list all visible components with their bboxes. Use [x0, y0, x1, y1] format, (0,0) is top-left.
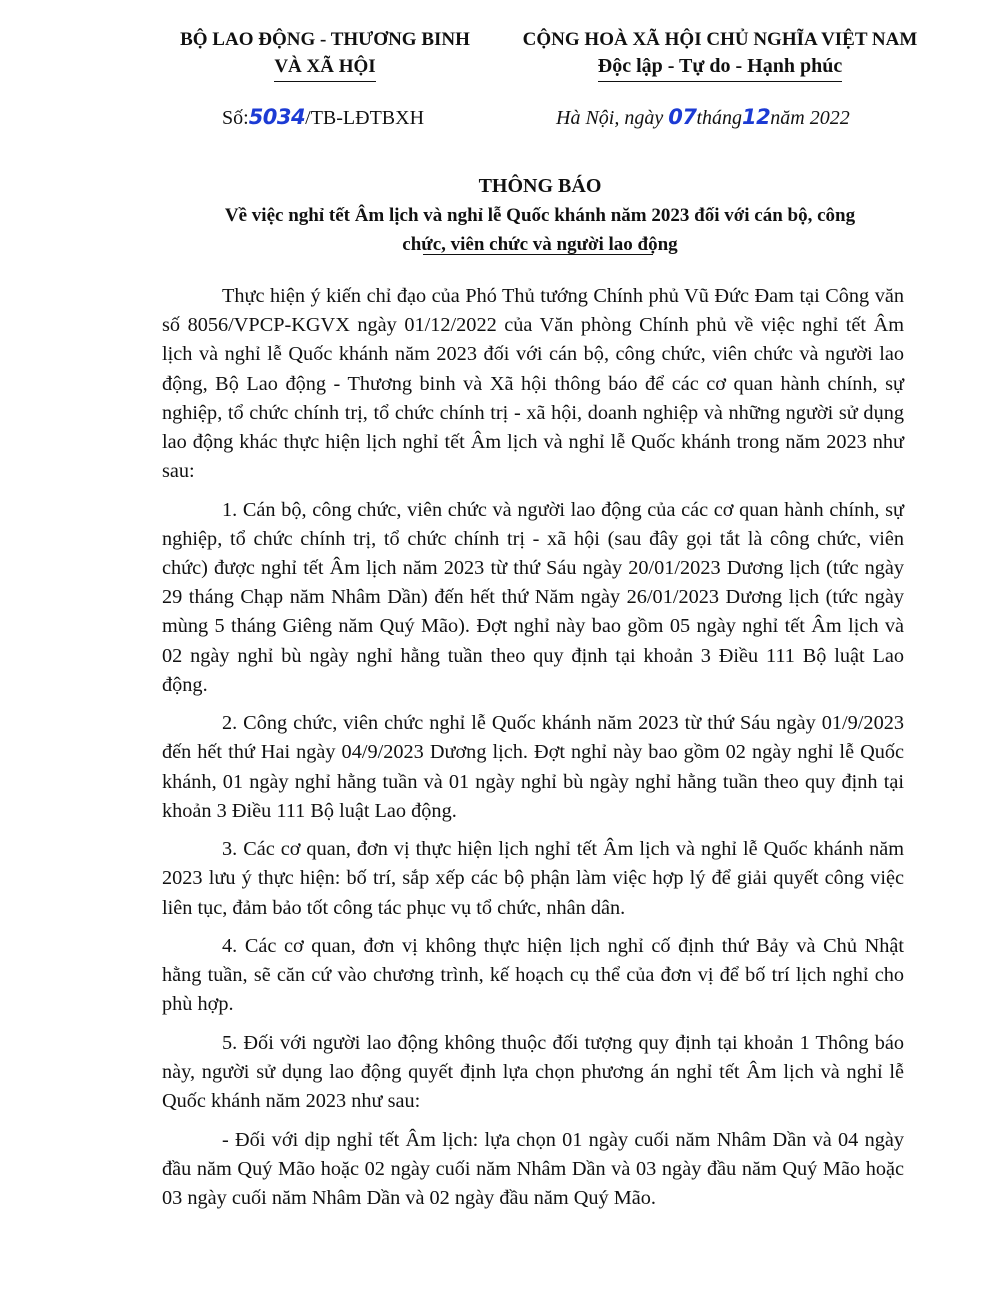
intro-paragraph: Thực hiện ý kiến chỉ đạo của Phó Thủ tướng Chính phủ Vũ Đức Đam tại Công văn số 8056/VPCP-KGVX ngày 01/12/2022 của Văn phòng Chính phủ về việc nghỉ tết Âm lịch và nghỉ lễ Quốc khánh năm 2023 đối với cán bộ, công chức, viên chức và người lao động, Bộ Lao động - Thương binh và Xã hội thông báo để các cơ quan hành chính, sự nghiệp, tổ chức chính trị, tổ chức chính trị - xã hội, doanh nghiệp và những người sử dụng lao động khác thực hiện lịch nghỉ tết Âm lịch và nghỉ lễ Quốc khánh trong năm 2023 như sau:	[162, 285, 904, 483]
date-day-handwritten: 07	[668, 105, 697, 129]
notice-subtitle-line1: Về việc nghỉ tết Âm lịch và nghỉ lễ Quốc khánh năm 2023 đối với cán bộ, công	[224, 205, 856, 226]
notice-title-block	[120, 172, 960, 259]
title-underline	[423, 254, 653, 255]
agency-name-line1: BỘ LAO ĐỘNG - THƯƠNG BINH	[180, 29, 470, 50]
notice-subtitle-line2: chức, viên chức và người lao động	[402, 234, 678, 255]
date-month-label: tháng	[696, 107, 743, 129]
national-header	[495, 26, 945, 82]
item-1-paragraph: 1. Cán bộ, công chức, viên chức và người lao động của các cơ quan hành chính, sự nghiệp, tổ chức chính trị, tổ chức chính trị - xã hội (sau đây gọi tắt là công chức, viên chức) được nghỉ tết Âm lịch năm 2023 từ thứ Sáu ngày 20/01/2023 Dương lịch (tức ngày 29 tháng Chạp năm Nhâm Dần) đến hết thứ Năm ngày 26/01/2023 Dương lịch (tức ngày mùng 5 tháng Giêng năm Quý Mão). Đợt nghỉ này bao gồm 05 ngày nghỉ tết Âm lịch và 02 ngày nghỉ bù ngày nghỉ hằng tuần theo quy định tại khoản 3 Điều 111 Bộ luật Lao động.	[162, 498, 904, 696]
item-5-bullet-1: - Đối với dịp nghỉ tết Âm lịch: lựa chọn 01 ngày cuối năm Nhâm Dần và 04 ngày đầu năm Quý Mão hoặc 02 ngày cuối năm Nhâm Dần và 03 ngày đầu năm Quý Mão hoặc 03 ngày cuối năm Nhâm Dần và 02 ngày đầu năm Quý Mão.	[162, 1128, 904, 1210]
agency-name-line2: VÀ XÃ HỘI	[274, 53, 375, 82]
national-motto: Độc lập - Tự do - Hạnh phúc	[598, 53, 842, 82]
doc-number-suffix: /TB-LĐTBXH	[305, 107, 425, 129]
notice-title: THÔNG BÁO	[478, 175, 602, 197]
item-3-paragraph: 3. Các cơ quan, đơn vị thực hiện lịch nghỉ tết Âm lịch và nghỉ lễ Quốc khánh năm 2023 lưu ý thực hiện: bố trí, sắp xếp các bộ phận làm việc hợp lý để giải quyết công việc liên tục, đảm bảo tốt công tác phục vụ tổ chức, nhân dân.	[162, 838, 904, 919]
item-5-paragraph: 5. Đối với người lao động không thuộc đối tượng quy định tại khoản 1 Thông báo này, người sử dụng lao động quyết định lựa chọn phương án nghỉ tết Âm lịch và nghỉ lễ Quốc khánh năm 2023 như sau:	[162, 1031, 904, 1113]
document-date	[556, 103, 850, 132]
notice-body	[162, 282, 904, 1222]
date-place-prefix: Hà Nội, ngày	[556, 107, 664, 129]
nation-name: CỘNG HOÀ XÃ HỘI CHỦ NGHĨA VIỆT NAM	[522, 29, 918, 50]
document-number	[222, 103, 424, 132]
doc-number-handwritten: 5034	[248, 105, 306, 129]
item-4-paragraph: 4. Các cơ quan, đơn vị không thực hiện lịch nghỉ cố định thứ Bảy và Chủ Nhật hằng tuần, sẽ căn cứ vào chương trình, kế hoạch cụ thể của đơn vị để bố trí lịch nghỉ cho phù hợp.	[162, 935, 904, 1016]
date-year-label: năm 2022	[770, 107, 850, 129]
date-month-handwritten: 12	[742, 105, 771, 129]
item-2-paragraph: 2. Công chức, viên chức nghỉ lễ Quốc khánh năm 2023 từ thứ Sáu ngày 01/9/2023 đến hết thứ Hai ngày 04/9/2023 Dương lịch. Đợt nghỉ này bao gồm 02 ngày nghỉ lễ Quốc khánh, 01 ngày nghỉ hằng tuần và 01 ngày nghỉ bù ngày nghỉ hằng tuần theo quy định tại khoản 3 Điều 111 Bộ luật Lao động.	[162, 712, 904, 822]
issuing-agency-header	[150, 26, 500, 82]
doc-number-prefix: Số:	[222, 107, 249, 129]
